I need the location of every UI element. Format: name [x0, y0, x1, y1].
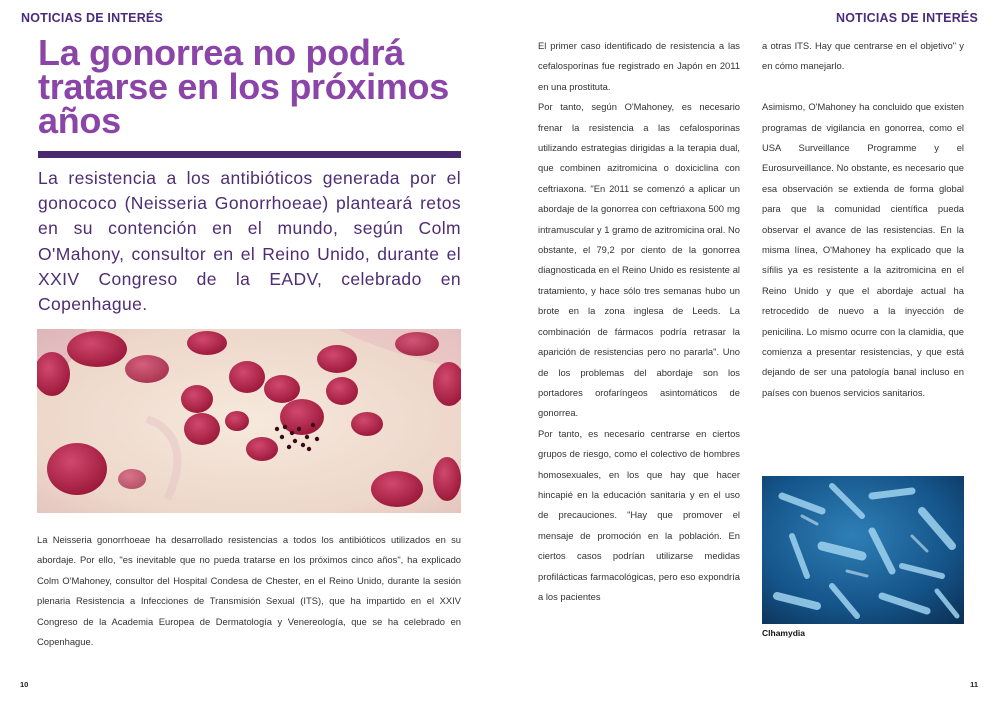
text-column-1 — [538, 36, 740, 607]
paragraph: Por tanto, es necesario centrarse en ciertos grupos de riesgo, como el colectivo de hombres homosexuales, en los que hay que hacer hincapié en la educación sanitaria y en el uso de precauciones. "Hay que promover el mensaje de promoción en la población. En ciertos casos podrían utilizarse medidas profilácticas farmacológicas, pero eso expondría a los pacientes — [538, 427, 740, 602]
section-label-left: NOTICIAS DE INTERÉS — [21, 11, 164, 25]
paragraph: a otras ITS. Hay que centrarse en el objetivo" y en cómo manejarlo. — [762, 40, 964, 72]
paragraph: Por tanto, según O'Mahoney, es necesario frenar la resistencia a las cefalosporinas utilizando estrategias dirigidas a la terapia dual, que combinen azitromicina o doxiciclina con ceftriaxona. "En 2011 se comenzó a aplicar un abordaje de la gonorrea con ceftriaxona 500 mg intramuscular y 1 gramo de azitromicina oral. No obstante, el 79,2 por ciento de la gonorrea diagnosticada en el Reino Unido es resistente al tratamiento, y hace sólo tres semanas hubo un brote en la zona inglesa de Leeds. La combinación de fármacos podría retrasar la aparición de resistencias pero no pararla". Uno de los problemas del abordaje son los portadores orofaríngeos asintomáticos de gonorrea. — [538, 101, 740, 419]
paragraph: Asimismo, O'Mahoney ha concluido que existen programas de vigilancia en gonorrea, como el USA Surveillance Programme y el Eurosurveillance. No obstante, es necesario que esa observación se extienda de forma global para que la comunidad científica pueda observar el avance de las resistencias. En la misma línea, O'Mahoney ha explicado que la sífilis ya es resistente a la azitromicina en el Reino Unido y que el abordaje actual ha retrocedido de nuevo a la inyección de penicilina. Lo mismo ocurre con la clamidia, que comienza a presentar resistencias, y que está dejando de ser una patología banal incluso en países con buenos servicios sanitarios. — [762, 101, 964, 398]
gonococcus-micrograph — [37, 329, 461, 513]
page-number-left: 10 — [20, 680, 29, 689]
text-column-2 — [762, 36, 964, 403]
article-lead: La resistencia a los antibióticos generada por el gonococo (Neisseria Gonorrhoeae) planteará retos en su contención en el mundo, según Colm O'Mahony, consultor en el Reino Unido, durante el XXIV Congreso de la EADV, celebrado en Copenhague. — [38, 168, 461, 315]
chlamydia-caption: Clhamydia — [762, 628, 805, 638]
image-caption-left: La Neisseria gonorrhoeae ha desarrollado resistencias a todos los antibióticos utilizados en su abordaje. Por ello, "es inevitable que no pueda tratarse en los próximos cinco años", ha explicado Colm O'Mahoney, consultor del Hospital Condesa de Chester, en el Reino Unido, durante la sesión plenaria Resistencia a Infecciones de Transmisión Sexual (ITS), que ha impartido en el XXIV Congreso de la Academia Europea de Dermatología y Venereología, que se ha celebrado en Copenhague. — [37, 534, 461, 648]
chlamydia-micrograph — [762, 476, 964, 624]
page-number-right: 11 — [970, 680, 978, 689]
paragraph: El primer caso identificado de resistencia a las cefalosporinas fue registrado en Japón en 2011 en una prostituta. — [538, 40, 740, 92]
title-divider — [38, 151, 461, 158]
article-title: La gonorrea no podrá tratarse en los próximos años — [38, 32, 449, 141]
section-label-right: NOTICIAS DE INTERÉS — [835, 11, 978, 25]
